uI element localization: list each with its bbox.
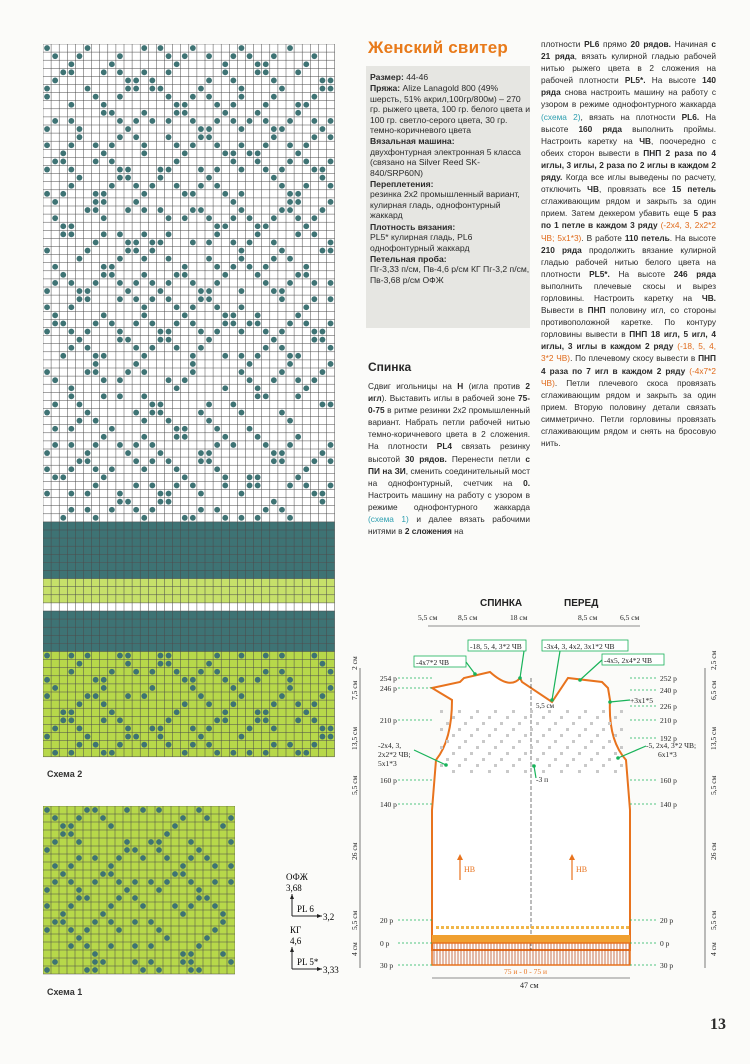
diagram-label: -3 п [536,775,549,784]
diagram-label: 140 р [660,800,677,809]
diagram-label: -5, 2х4, 3*2 ЧВ; [646,741,697,750]
legend-ofzh-v: 3,68 [286,883,302,893]
diagram-label: 160 р [660,776,677,785]
diagram-label: 5,5 см [350,910,359,930]
diagram-label: 7,5 см [350,680,359,700]
diagram-label: 5,5 см [709,910,718,930]
diagram-label: 13,5 см [709,726,718,750]
page-number: 13 [710,1016,726,1033]
scheme-1-caption: Схема 1 [47,987,83,997]
diagram-label: -4х5, 2х4*2 ЧВ [604,656,652,665]
diagram-label: ПЕРЕД [564,598,599,609]
diagram-label: +3х1*5 [630,696,653,705]
scheme-1-chart [43,806,235,979]
spec-list [370,72,530,286]
diagram-label: 5,5 см [709,775,718,795]
diagram-label: 75 и - 0 - 75 и [504,967,548,976]
scheme-2-chart [43,44,335,760]
legend-kg-v: 4,6 [290,936,302,946]
diagram-label: 8,5 см [578,613,598,622]
diagram-label: -4х7*2 ЧВ [416,658,449,667]
article-title: Женский свитер [368,38,508,57]
spec-item: Размер: 44-46 [370,72,429,82]
diagram-label: 6х1*3 [658,750,677,759]
diagram-label: 47 см [520,981,539,990]
diagram-label: 30 р [380,961,394,970]
diagram-label: 210 р [660,716,677,725]
spec-item: Петельная проба: Пг-3,33 п/см, Пв-4,6 р/см КГ Пг-3,2 п/см, Пв-3,68 р/см ОФЖ [370,253,530,285]
diagram-label: -2х4, 3, [378,741,402,750]
diagram-label: 4 см [709,942,718,956]
diagram-label: НВ [464,865,476,874]
diagram-label: 5,5 см [418,613,438,622]
diagram-label: 30 р [660,961,674,970]
spec-item: Вязальная машина: двухфонтурная электронная 5 класса (связано на Silver Reed SK-840/SRP60N) [370,136,521,178]
legend-ofzh-h: 3,2 [323,912,335,922]
section-title: Спинка [368,360,412,374]
diagram-label: 18 см [510,613,528,622]
instructions-col1: Сдвиг игольницы на Н (игла против 2 игл). Выставить иглы в рабочей зоне 75-0-75 в ритме резинки 2х2 промышленный вариант. Набрать петли рабочей нитью темно-коричневого цвета в 2 сложения. На плотности PL4 связать резинку высотой 30 рядов. Перенести петли с ПИ на ЗИ, сменить соединительный мост на однофонтурный, счетчик на 0. Настроить машину на работу с узором в режиме однофонтурного жаккарда (схема 1) и далее вязать рабочими нитями в 2 сложения на [368,381,530,537]
diagram-label: 20 р [660,916,674,925]
diagram-label: 246 р [380,684,397,693]
diagram-label: 240 р [660,686,677,695]
diagram-label: 0 р [660,939,670,948]
diagram-label: -18, 5, 4, 3*2 ЧВ [470,642,522,651]
diagram-label: 192 р [660,734,677,743]
diagram-label: 8,5 см [458,613,478,622]
diagram-label: 254 р [380,674,397,683]
diagram-label: 6,5 см [620,613,640,622]
spec-item: Плотность вязания: PL5* кулирная гладь, PL6 однофонтурный жаккард [370,221,473,253]
diagram-label: 4 см [350,942,359,956]
diagram-label: 252 р [660,674,677,683]
legend-ofzh: ОФЖ [286,872,308,882]
spec-item: Переплетения: резинка 2х2 промышленный вариант, кулирная гладь, однофонтурный жаккард [370,179,520,221]
diagram-label: 140 р [380,800,397,809]
diagram-label: 226 р [660,702,677,711]
diagram-label: 160 р [380,776,397,785]
diagram-label: 13,5 см [350,726,359,750]
legend-pl6: PL 6 [297,904,314,914]
diagram-label: 26 см [350,842,359,860]
legend-kg-h: 3,33 [323,965,339,975]
diagram-label: 2 см [350,656,359,670]
diagram-label: 0 р [380,939,390,948]
diagram-label: СПИНКА [480,598,523,609]
legend-pl5: PL 5* [297,957,319,967]
diagram-label: 20 р [380,916,394,925]
diagram-label: 2х2*2 ЧВ; [378,750,411,759]
construction-diagram [340,590,745,995]
diagram-label: 5,5 см [536,702,555,710]
diagram-label: 2,5 см [709,650,718,670]
diagram-label: 6,5 см [709,680,718,700]
diagram-label: 26 см [709,842,718,860]
scheme-2-caption: Схема 2 [47,769,83,779]
diagram-label: НВ [576,865,588,874]
spec-item: Пряжа: Alize Lanagold 800 (49% шерсть, 51% акрил,100гр/800м) – 270 гр. рыжего цвета, 100 гр. белого цвета и 100 гр. светло-серого цвета, 30 гр. темно-коричневого цвета [370,83,530,136]
instructions-col2: плотности PL6 прямо 20 рядов. Начиная с 21 ряда, вязать кулирной гладью рабочей нитью рыжего цвета в 2 сложения на рабочей плотности PL5*. На высоте 140 ряда снова настроить машину на работу с узором в режиме однофонтурного жаккарда (схема 2), вязать на плотности PL6. На высоте 160 ряда выполнить проймы. Настроить каретку на ЧВ, поочередно с обеих сторон вывести в ПНП 2 раза по 4 иглы, 3 иглы, 2 раза по 2 иглы в каждом 2 ряду. Когда все иглы выведены по расчету, отключить ЧВ, провязать все 15 петель сглаживающим рядом и закрыть за один прием. Затем деккером убавить еще 5 раз по 1 петле в каждом 3 ряду (-2х4, 3, 2х2*2 ЧВ; 5х1*3). В работе 110 петель. На высоте 210 ряда продолжить вязание кулирной гладью рабочей нитью белого цвета на плотности PL5*. На высоте 246 ряда выполнить плечевые скосы и вырез горловины. Настроить каретку на ЧВ. Вывести в ПНП половину игл, со стороны противоположной каретке. По контуру горловины вывести в ПНП 18 игл, 5 игл, 4 иглы, 3 иглы в каждом 2 ряду (-18, 5, 4, 3*2 ЧВ). По плечевому скосу вывести в ПНП 4 раза по 7 игл в каждом 2 ряду (-4х7*2 ЧВ). Петли плечевого скоса провязать сглаживающим рядом и закрыть за один прием. Вторую половину детали связать симметрично. Петли горловины провязать сглаживающим рядом и снять на бросовую нить. [541,39,717,449]
legend-kg: КГ [290,925,302,935]
diagram-label: 5,5 см [350,775,359,795]
diagram-label: -3х4, 3, 4х2, 3х1*2 ЧВ [544,642,615,651]
gauge-legend [270,870,350,980]
diagram-label: 210 р [380,716,397,725]
diagram-label: 5х1*3 [378,759,397,768]
